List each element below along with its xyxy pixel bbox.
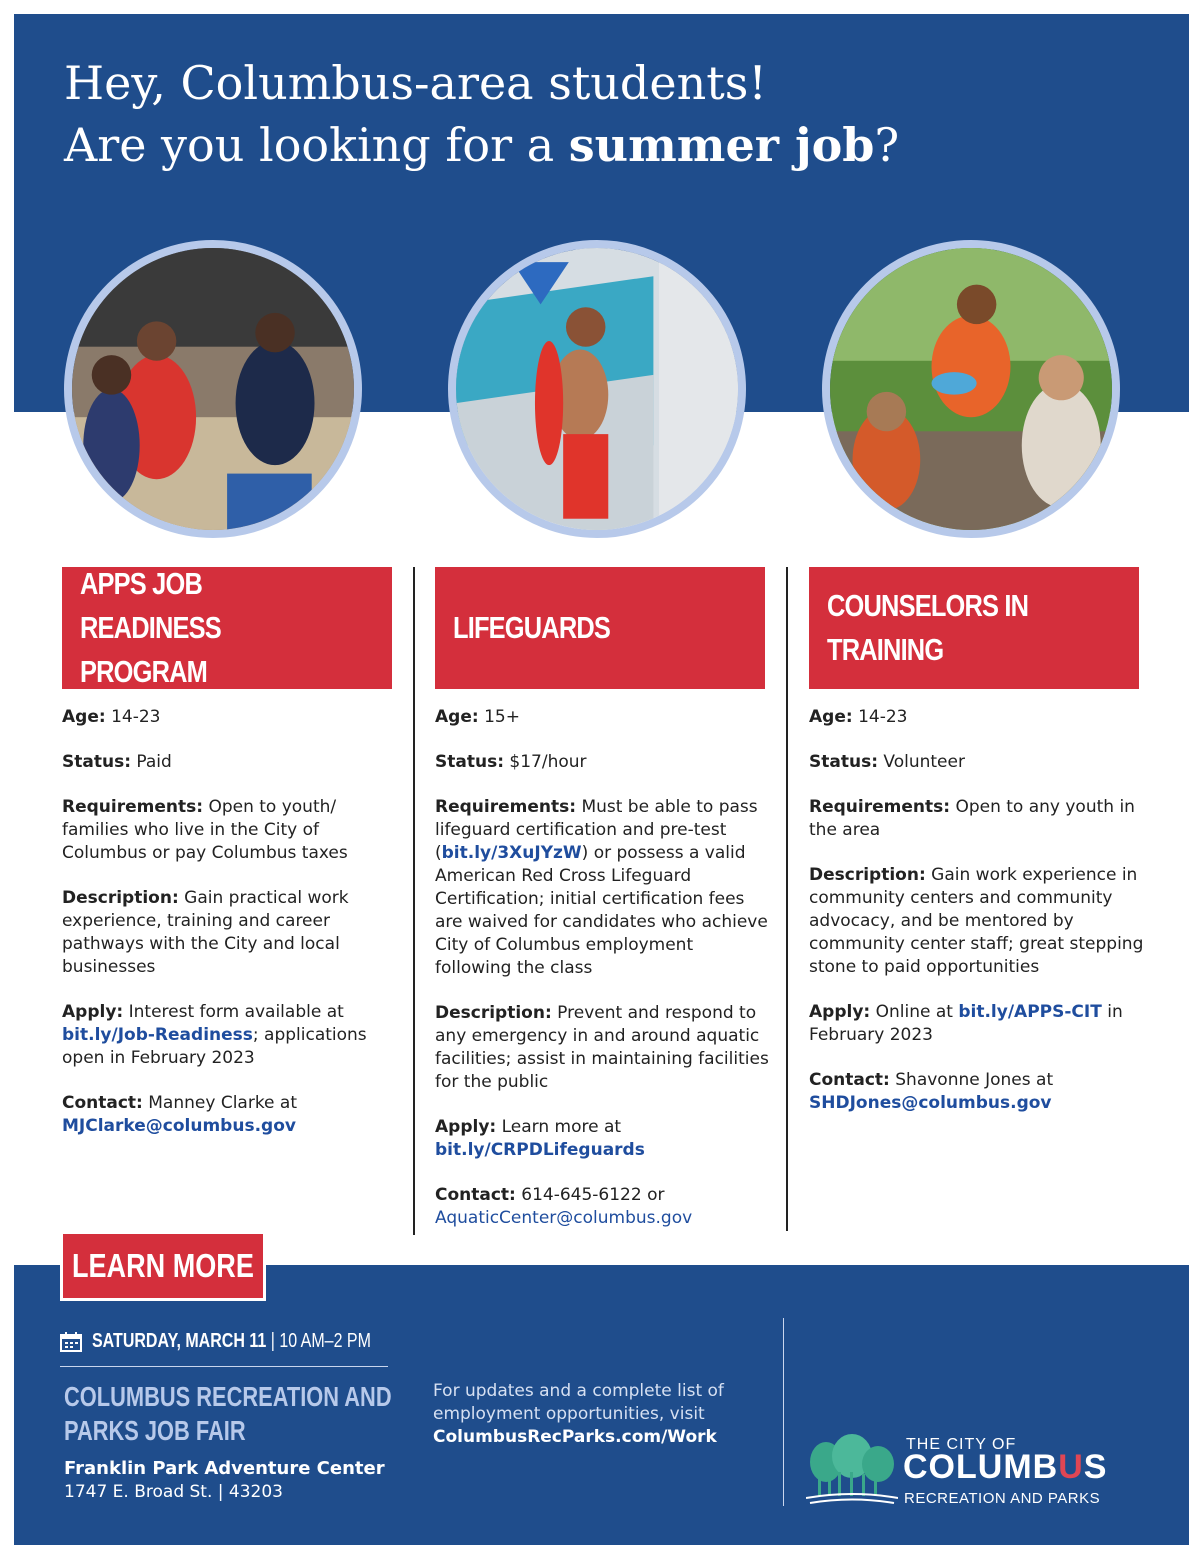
pretest-link[interactable]: bit.ly/3XuJYzW	[441, 843, 582, 863]
logo-line-2	[903, 1448, 1107, 1487]
contact-label: Contact:	[435, 1185, 516, 1205]
headline-emphasis: summer job	[568, 118, 875, 172]
requirements-text-end: ) or possess a valid American Red Cross Lifeguard Certification; initial certification fees are waived for candidates who achieve City of Columbus employment following the class	[435, 843, 768, 978]
description-row	[62, 887, 397, 979]
requirements-label: Requirements:	[809, 797, 951, 817]
requirements-label: Requirements:	[435, 797, 577, 817]
column-divider	[786, 567, 788, 1231]
headline-line-2-start: Are you looking for a	[64, 118, 569, 172]
venue-address: 1747 E. Broad St. | 43203	[64, 1482, 283, 1502]
logo-line-3: RECREATION AND PARKS	[904, 1490, 1101, 1507]
event-datetime: SATURDAY, MARCH 11 | 10 AM–2 PM	[60, 1330, 441, 1353]
apply-link[interactable]: bit.ly/APPS-CIT	[958, 1002, 1102, 1022]
job-readiness-photo	[64, 240, 362, 538]
age-row	[809, 706, 1144, 729]
status-row	[435, 751, 770, 774]
updates-text	[433, 1380, 763, 1449]
footer-divider	[783, 1318, 784, 1506]
lifeguards-details	[435, 706, 770, 1252]
status-label: Status:	[62, 752, 131, 772]
apply-label: Apply:	[62, 1002, 124, 1022]
age-label: Age:	[435, 707, 479, 727]
page-headline	[64, 52, 899, 176]
contact-row	[62, 1092, 397, 1138]
apply-text: Online at	[875, 1002, 953, 1022]
contact-text: 614-645-6122 or	[521, 1185, 665, 1205]
contact-row	[809, 1069, 1144, 1115]
status-value: $17/hour	[509, 752, 587, 772]
updates-description: For updates and a complete list of employment opportunities, visit	[433, 1381, 724, 1424]
description-value: Prevent and respond to any emergency in and around aquatic facilities; assist in maintaining facilities for the public	[435, 1003, 769, 1092]
contact-row	[435, 1184, 770, 1230]
contact-label: Contact:	[62, 1093, 143, 1113]
age-value: 14-23	[858, 707, 908, 727]
apply-row	[809, 1001, 1144, 1047]
apply-label: Apply:	[809, 1002, 871, 1022]
age-row	[62, 706, 397, 729]
contact-email-link[interactable]: MJClarke@columbus.gov	[62, 1116, 296, 1136]
contact-text: Manney Clarke at	[148, 1093, 298, 1113]
status-row	[809, 751, 1144, 774]
age-value: 14-23	[111, 707, 161, 727]
description-label: Description:	[62, 888, 179, 908]
job-fair-title: COLUMBUS RECREATION AND PARKS JOB FAIR	[64, 1381, 392, 1446]
logo-line-1: THE CITY OF	[906, 1436, 1017, 1453]
program-title: COUNSELORS IN TRAINING	[827, 588, 1029, 667]
status-value: Paid	[136, 752, 172, 772]
headline-line-1: Hey, Columbus-area students!	[64, 56, 767, 110]
logo-word-end: S	[1083, 1448, 1108, 1486]
requirements-value: Open to youth/ families who live in the City of Columbus or pay Columbus taxes	[62, 797, 348, 863]
counselors-details	[809, 706, 1144, 1137]
description-value: Gain practical work experience, training and career pathways with the City and local businesses	[62, 888, 349, 977]
description-value: Gain work experience in community centers and community advocacy, and be mentored by community center staff; great stepping stone to paid opportunities	[809, 865, 1144, 977]
apply-text: Learn more at	[501, 1117, 622, 1137]
requirements-text: Must be able to pass lifeguard certification and pre-test (	[435, 797, 758, 863]
lifeguard-photo	[448, 240, 746, 538]
apply-link[interactable]: bit.ly/Job-Readiness	[62, 1025, 253, 1045]
status-row	[62, 751, 397, 774]
counselor-photo	[822, 240, 1120, 538]
age-value: 15+	[484, 707, 520, 727]
description-row	[809, 864, 1144, 979]
event-date: SATURDAY, MARCH 11	[92, 1330, 267, 1352]
status-value: Volunteer	[883, 752, 965, 772]
lifeguards-heading	[435, 567, 765, 689]
apps-job-readiness-details	[62, 706, 397, 1160]
learn-more-label: LEARN MORE	[72, 1247, 254, 1284]
description-label: Description:	[809, 865, 926, 885]
apply-text: Interest form available at	[128, 1002, 344, 1022]
program-title: LIFEGUARDS	[453, 610, 611, 645]
status-label: Status:	[809, 752, 878, 772]
apply-label: Apply:	[435, 1117, 497, 1137]
venue-name: Franklin Park Adventure Center	[64, 1458, 385, 1479]
apply-link[interactable]: bit.ly/CRPDLifeguards	[435, 1140, 645, 1160]
contact-text: Shavonne Jones at	[895, 1070, 1054, 1090]
requirements-value: Open to any youth in the area	[809, 797, 1135, 840]
columbus-rec-parks-logo	[806, 1430, 1146, 1512]
requirements-row	[809, 796, 1144, 842]
learn-more-banner	[60, 1231, 266, 1301]
contact-label: Contact:	[809, 1070, 890, 1090]
requirements-label: Requirements:	[62, 797, 204, 817]
requirements-row	[62, 796, 397, 865]
footer-separator	[60, 1366, 388, 1367]
apps-job-readiness-heading	[62, 567, 392, 689]
headline-line-2-end: ?	[874, 118, 900, 172]
description-row	[435, 1002, 770, 1094]
age-label: Age:	[62, 707, 106, 727]
age-row	[435, 706, 770, 729]
calendar-icon	[60, 1332, 82, 1352]
apply-text-end: in February 2023	[809, 1002, 1123, 1045]
updates-link[interactable]: ColumbusRecParks.com/Work	[433, 1427, 717, 1447]
logo-word-start: COLUMB	[903, 1448, 1059, 1486]
program-title: APPS JOB READINESS PROGRAM	[80, 566, 221, 689]
status-label: Status:	[435, 752, 504, 772]
age-label: Age:	[809, 707, 853, 727]
column-divider	[413, 567, 415, 1235]
contact-email-link[interactable]: AquaticCenter@columbus.gov	[435, 1208, 693, 1228]
contact-email-link[interactable]: SHDJones@columbus.gov	[809, 1093, 1052, 1113]
apply-row	[62, 1001, 397, 1070]
apply-text-end: ; applications open in February 2023	[62, 1025, 367, 1068]
tree-logo-icon	[806, 1434, 898, 1504]
event-time: 10 AM–2 PM	[279, 1330, 371, 1352]
requirements-row	[435, 796, 770, 980]
counselors-heading	[809, 567, 1139, 689]
headline-line-2	[64, 114, 899, 176]
apply-row	[435, 1116, 770, 1162]
description-label: Description:	[435, 1003, 552, 1023]
logo-word-accent: U	[1058, 1448, 1084, 1486]
